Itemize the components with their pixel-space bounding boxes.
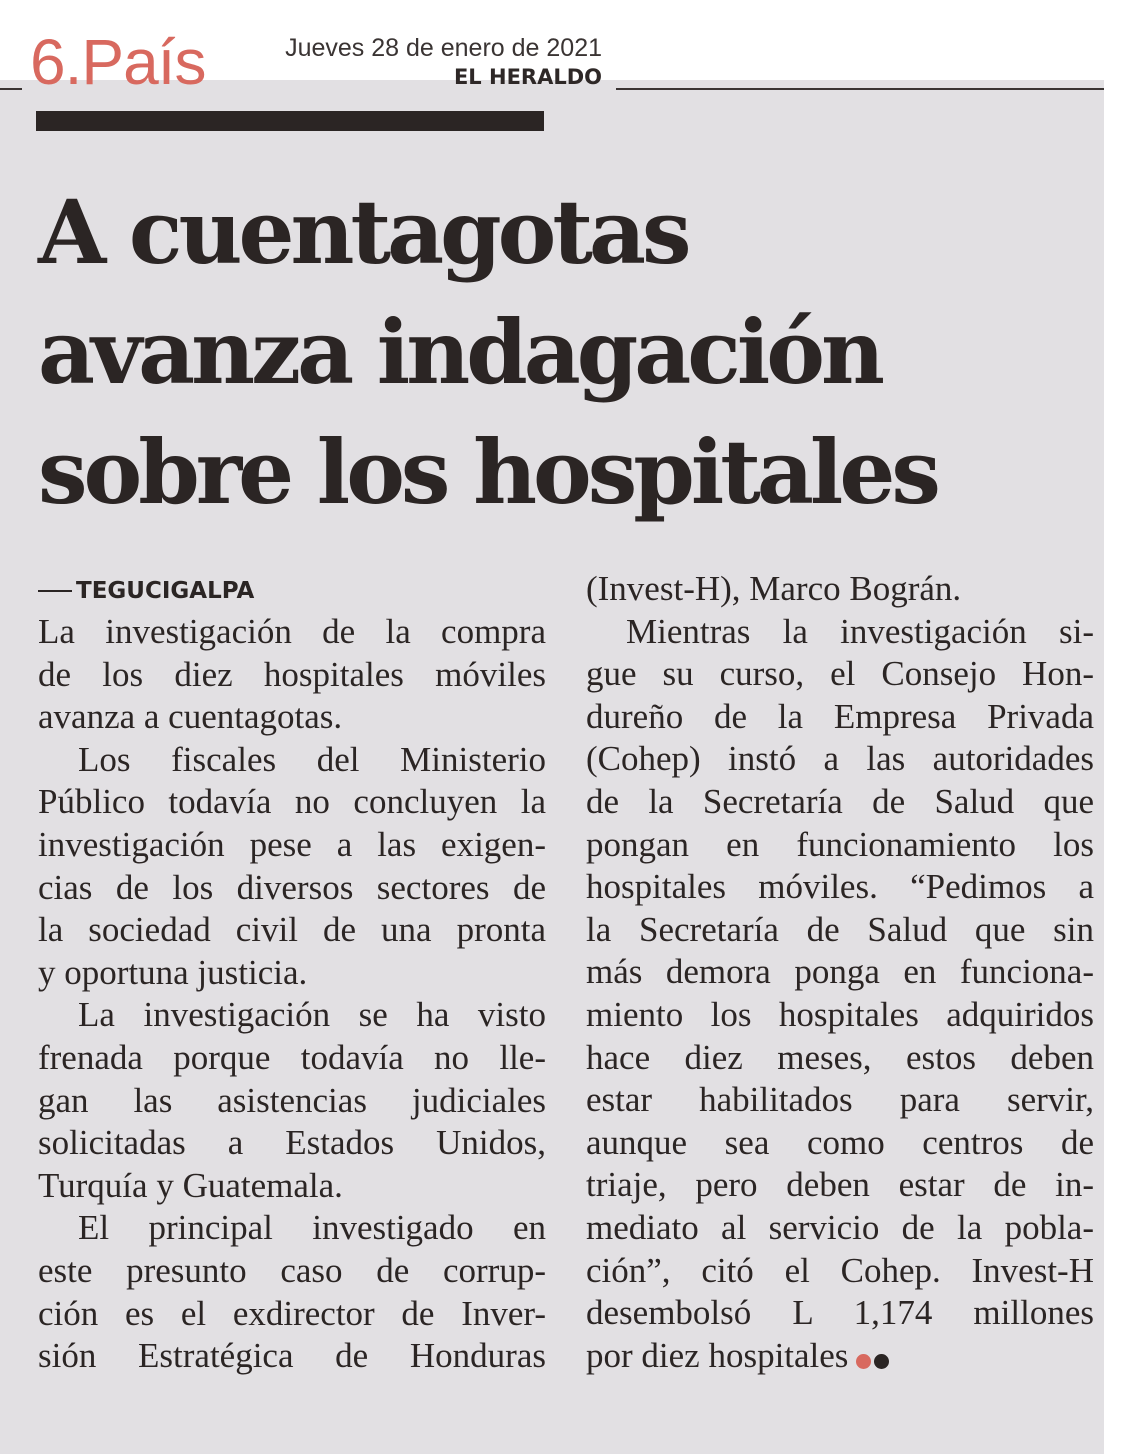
- header-rule: [0, 88, 22, 90]
- section-label: [30, 26, 205, 98]
- headline: [38, 172, 1102, 532]
- body-line: mediato al servicio de la pobla-: [586, 1207, 1094, 1247]
- body-line: sión Estratégica de Honduras: [38, 1336, 546, 1376]
- body-line: El principal investigado en: [78, 1208, 546, 1248]
- dateline: [38, 576, 254, 606]
- body-line-final: [586, 1335, 1094, 1380]
- body-line: Turquía y Guatemala.: [38, 1165, 343, 1205]
- body-line: estar habilitados para servir,: [586, 1080, 1094, 1120]
- body-column-left: [38, 611, 546, 1378]
- section-bar: [36, 111, 544, 131]
- body-line: ción”, citó el Cohep. Invest-H: [586, 1250, 1094, 1290]
- body-line: triaje, pero deben estar de in-: [586, 1165, 1094, 1205]
- body-line: Mientras la investigación si-: [626, 611, 1094, 651]
- body-line: miento los hospitales adquiridos: [586, 994, 1094, 1034]
- body-line: La investigación se ha visto: [78, 995, 546, 1035]
- publication-date: Jueves 28 de enero de 2021: [285, 34, 602, 62]
- body-line: hospitales móviles. “Pedimos a: [586, 867, 1094, 907]
- section-number: 6.: [30, 26, 82, 98]
- end-dot-ink: [874, 1354, 889, 1369]
- body-line-text: por diez hospitales: [586, 1335, 849, 1375]
- body-line: la Secretaría de Salud que sin: [586, 909, 1094, 949]
- body-line: solicitadas a Estados Unidos,: [38, 1123, 546, 1163]
- body-line: este presunto caso de corrup-: [38, 1250, 546, 1290]
- end-dot-accent: [856, 1354, 871, 1369]
- body-line: frenada porque todavía no lle-: [38, 1037, 546, 1077]
- body-line: gue su curso, el Consejo Hon-: [586, 654, 1094, 694]
- body-line: la sociedad civil de una pronta: [38, 910, 546, 950]
- section-name: País: [81, 26, 206, 98]
- body-line: aunque sea como centros de: [586, 1122, 1094, 1162]
- header-rule: [616, 88, 1104, 90]
- body-line: cias de los diversos sectores de: [38, 867, 546, 907]
- body-line: desembolsó L 1,174 millones: [586, 1293, 1094, 1333]
- body-line: (Invest-H), Marco Bográn.: [586, 569, 962, 608]
- body-line: y oportuna justicia.: [38, 952, 308, 992]
- body-line: más demora ponga en funciona-: [586, 952, 1094, 992]
- headline-line: sobre los hospitales: [38, 420, 937, 524]
- body-column-right: [586, 568, 1094, 1380]
- body-line: de la Secretaría de Salud que: [586, 781, 1094, 821]
- body-line: avanza a cuentagotas.: [38, 697, 343, 737]
- body-line: de los diez hospitales móviles: [38, 654, 546, 694]
- body-line: hace diez meses, estos deben: [586, 1037, 1094, 1077]
- body-line: Los fiscales del Ministerio: [78, 739, 546, 779]
- dateline-text: TEGUCIGALPA: [76, 578, 255, 604]
- headline-line: avanza indagación: [38, 300, 881, 404]
- body-line: (Cohep) instó a las autoridades: [586, 739, 1094, 779]
- end-of-article-icon: [856, 1337, 892, 1380]
- body-line: investigación pese a las exigen-: [38, 824, 546, 864]
- body-line: pongan en funcionamiento los: [586, 824, 1094, 864]
- dateline-dash: [38, 590, 72, 592]
- newspaper-name: EL HERALDO: [453, 65, 602, 89]
- headline-line: A cuentagotas: [38, 180, 688, 284]
- body-line: gan las asistencias judiciales: [38, 1080, 546, 1120]
- body-line: Público todavía no concluyen la: [38, 782, 546, 822]
- body-line: ción es el exdirector de Inver-: [38, 1293, 546, 1333]
- body-line: La investigación de la compra: [38, 612, 546, 651]
- body-line: dureño de la Empresa Privada: [586, 696, 1094, 736]
